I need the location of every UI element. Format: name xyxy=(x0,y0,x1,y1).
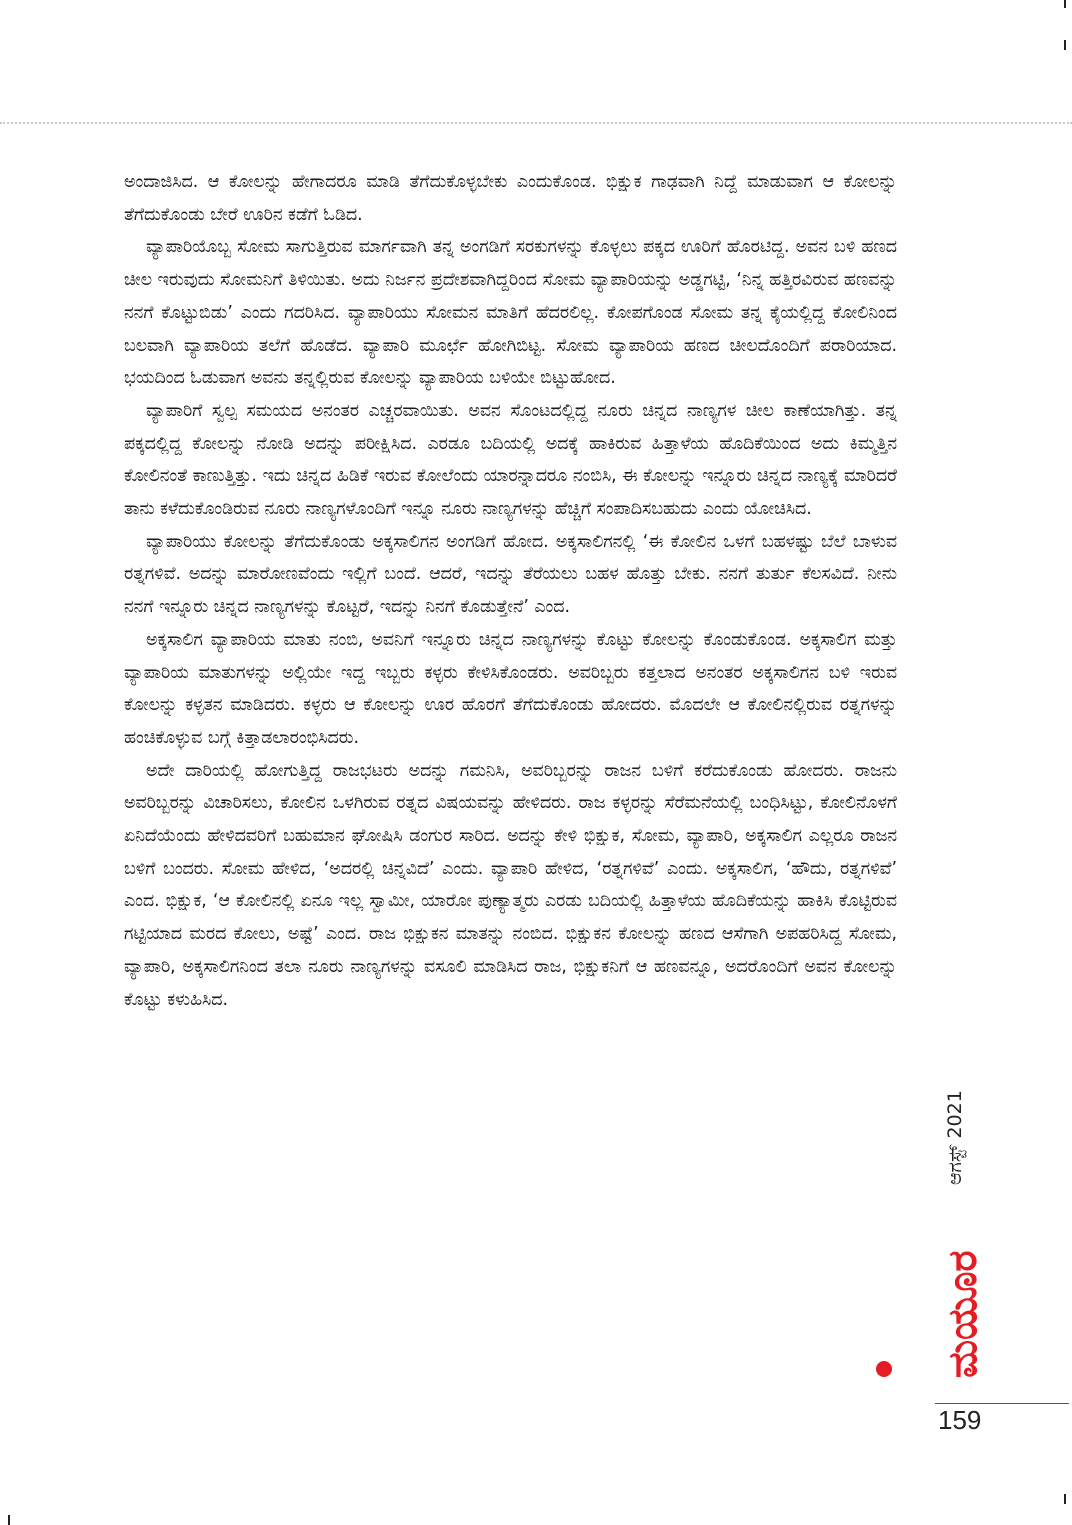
crop-mark xyxy=(8,1515,10,1525)
page-number: 159 xyxy=(938,1405,982,1435)
paragraph: ವ್ಯಾಪಾರಿಯೊಬ್ಬ ಸೋಮ ಸಾಗುತ್ತಿರುವ ಮಾರ್ಗವಾಗಿ ತನ್ನ ಅಂಗಡಿಗೆ ಸರಕುಗಳನ್ನು ಕೊಳ್ಳಲು ಪಕ್ಕದ ಊರಿಗೆ ಹೊರಟಿದ್ದ. ಅವನ ಬಳಿ ಹಣದ ಚೀಲ ಇರುವುದು ಸೋಮನಿಗೆ ತಿಳಿಯಿತು. ಅದು ನಿರ್ಜನ ಪ್ರದೇಶವಾಗಿದ್ದರಿಂದ ಸೋಮ ವ್ಯಾಪಾರಿಯನ್ನು ಅಡ್ಡಗಟ್ಟಿ, ‘ನಿನ್ನ ಹತ್ತಿರವಿರುವ ಹಣವನ್ನು ನನಗೆ ಕೊಟ್ಟುಬಿಡು’ ಎಂದು ಗದರಿಸಿದ. ವ್ಯಾಪಾರಿಯು ಸೋಮನ ಮಾತಿಗೆ ಹೆದರಲಿಲ್ಲ. ಕೋಪಗೊಂಡ ಸೋಮ ತನ್ನ ಕೈಯಲ್ಲಿದ್ದ ಕೋಲಿನಿಂದ ಬಲವಾಗಿ ವ್ಯಾಪಾರಿಯ ತಲೆಗೆ ಹೊಡೆದ. ವ್ಯಾಪಾರಿ ಮೂರ್ಛೆ ಹೋಗಿಬಿಟ್ಟ. ಸೋಮ ವ್ಯಾಪಾರಿಯ ಹಣದ ಚೀಲದೊಂದಿಗೆ ಪರಾರಿಯಾದ. ಭಯದಿಂದ ಓಡುವಾಗ ಅವನು ತನ್ನಲ್ಲಿರುವ ಕೋಲನ್ನು ವ್ಯಾಪಾರಿಯ ಬಳಿಯೇ ಬಿಟ್ಟುಹೋದ. xyxy=(124,237,897,389)
crop-mark xyxy=(1064,40,1066,50)
issue-date: ಆಗಸ್ಟ್ 2021 xyxy=(944,1090,966,1185)
crop-mark xyxy=(1064,1494,1066,1504)
paragraph: ವ್ಯಾಪಾರಿಗೆ ಸ್ವಲ್ಪ ಸಮಯದ ಅನಂತರ ಎಚ್ಚರವಾಯಿತು. ಅವನ ಸೊಂಟದಲ್ಲಿದ್ದ ನೂರು ಚಿನ್ನದ ನಾಣ್ಯಗಳ ಚೀಲ ಕಾಣೆಯಾಗಿತ್ತು. ತನ್ನ ಪಕ್ಕದಲ್ಲಿದ್ದ ಕೋಲನ್ನು ನೋಡಿ ಅದನ್ನು ಪರೀಕ್ಷಿಸಿದ. ಎರಡೂ ಬದಿಯಲ್ಲಿ ಅದಕ್ಕೆ ಹಾಕಿರುವ ಹಿತ್ತಾಳೆಯ ಹೊದಿಕೆಯಿಂದ ಅದು ಕಿಮ್ಮತ್ತಿನ ಕೋಲಿನಂತೆ ಕಾಣುತ್ತಿತ್ತು. ಇದು ಚಿನ್ನದ ಹಿಡಿಕೆ ಇರುವ ಕೋಲೆಂದು ಯಾರನ್ನಾದರೂ ನಂಬಿಸಿ, ಈ ಕೋಲನ್ನು ಇನ್ನೂರು ಚಿನ್ನದ ನಾಣ್ಯಕ್ಕೆ ಮಾರಿದರೆ ತಾನು ಕಳೆದುಕೊಂಡಿರುವ ನೂರು ನಾಣ್ಯಗಳೊಂದಿಗೆ ಇನ್ನೂ ನೂರು ನಾಣ್ಯಗಳನ್ನು ಹೆಚ್ಚಿಗೆ ಸಂಪಾದಿಸಬಹುದು ಎಂದು ಯೋಚಿಸಿದ. xyxy=(124,400,897,520)
crop-mark xyxy=(1064,0,1066,8)
paragraph: ಅಂದಾಜಿಸಿದ. ಆ ಕೋಲನ್ನು ಹೇಗಾದರೂ ಮಾಡಿ ತೆಗೆದುಕೊಳ್ಳಬೇಕು ಎಂದುಕೊಂಡ. ಭಿಕ್ಷುಕ ಗಾಢವಾಗಿ ನಿದ್ದೆ ಮಾಡುವಾಗ ಆ ಕೋಲನ್ನು ತೆಗೆದುಕೊಂಡು ಬೇರೆ ಊರಿನ ಕಡೆಗೆ ಓಡಿದ. xyxy=(124,172,897,225)
end-mark-dot xyxy=(876,1361,892,1377)
header-dotted-rule xyxy=(0,122,1072,124)
paragraph: ಅಕ್ಕಸಾಲಿಗ ವ್ಯಾಪಾರಿಯ ಮಾತು ನಂಬಿ, ಅವನಿಗೆ ಇನ್ನೂರು ಚಿನ್ನದ ನಾಣ್ಯಗಳನ್ನು ಕೊಟ್ಟು ಕೋಲನ್ನು ಕೊಂಡುಕೊಂಡ. ಅಕ್ಕಸಾಲಿಗ ಮತ್ತು ವ್ಯಾಪಾರಿಯ ಮಾತುಗಳನ್ನು ಅಲ್ಲಿಯೇ ಇದ್ದ ಇಬ್ಬರು ಕಳ್ಳರು ಕೇಳಿಸಿಕೊಂಡರು. ಅವರಿಬ್ಬರು ಕತ್ತಲಾದ ಅನಂತರ ಅಕ್ಕಸಾಲಿಗನ ಬಳಿ ಇರುವ ಕೋಲನ್ನು ಕಳ್ಳತನ ಮಾಡಿದರು. ಕಳ್ಳರು ಆ ಕೋಲನ್ನು ಊರ ಹೊರಗೆ ತೆಗೆದುಕೊಂಡು ಹೋದರು. ಮೊದಲೇ ಆ ಕೋಲಿನಲ್ಲಿರುವ ರತ್ನಗಳನ್ನು ಹಂಚಿಕೊಳ್ಳುವ ಬಗ್ಗೆ ಕಿತ್ತಾಡಲಾರಂಭಿಸಿದರು. xyxy=(124,629,897,748)
magazine-logo: ಮಯೂರ xyxy=(940,1250,986,1378)
paragraph: ಅದೇ ದಾರಿಯಲ್ಲಿ ಹೋಗುತ್ತಿದ್ದ ರಾಜಭಟರು ಅದನ್ನು ಗಮನಿಸಿ, ಅವರಿಬ್ಬರನ್ನು ರಾಜನ ಬಳಿಗೆ ಕರೆದುಕೊಂಡು ಹೋದರು. ರಾಜನು ಅವರಿಬ್ಬರನ್ನು ವಿಚಾರಿಸಲು, ಕೋಲಿನ ಒಳಗಿರುವ ರತ್ನದ ವಿಷಯವನ್ನು ಹೇಳಿದರು. ರಾಜ ಕಳ್ಳರನ್ನು ಸೆರೆಮನೆಯಲ್ಲಿ ಬಂಧಿಸಿಟ್ಟು, ಕೋಲಿನೊಳಗೆ ಏನಿದೆಯೆಂದು ಹೇಳಿದವರಿಗೆ ಬಹುಮಾನ ಘೋಷಿಸಿ ಡಂಗುರ ಸಾರಿದ. ಅದನ್ನು ಕೇಳಿ ಭಿಕ್ಷುಕ, ಸೋಮ, ವ್ಯಾಪಾರಿ, ಅಕ್ಕಸಾಲಿಗ ಎಲ್ಲರೂ ರಾಜನ ಬಳಿಗೆ ಬಂದರು. ಸೋಮ ಹೇಳಿದ, ‘ಅದರಲ್ಲಿ ಚಿನ್ನವಿದೆ’ ಎಂದು. ವ್ಯಾಪಾರಿ ಹೇಳಿದ, ‘ರತ್ನಗಳಿವೆ’ ಎಂದು. ಅಕ್ಕಸಾಲಿಗ, ‘ಹೌದು, ರತ್ನಗಳಿವೆ’ ಎಂದ. ಭಿಕ್ಷುಕ, ‘ಆ ಕೋಲಿನಲ್ಲಿ ಏನೂ ಇಲ್ಲ ಸ್ವಾಮೀ, ಯಾರೋ ಪುಣ್ಯಾತ್ಮರು ಎರಡು ಬದಿಯಲ್ಲಿ ಹಿತ್ತಾಳೆಯ ಹೊದಿಕೆಯನ್ನು ಹಾಕಿಸಿ ಕೊಟ್ಟಿರುವ ಗಟ್ಟಿಯಾದ ಮರದ ಕೋಲು, ಅಷ್ಟೆ’ ಎಂದ. ರಾಜ ಭಿಕ್ಷುಕನ ಮಾತನ್ನು ನಂಬಿದ. ಭಿಕ್ಷುಕನ ಕೋಲನ್ನು ಹಣದ ಆಸೆಗಾಗಿ ಅಪಹರಿಸಿದ್ದ ಸೋಮ, ವ್ಯಾಪಾರಿ, ಅಕ್ಕಸಾಲಿಗನಿಂದ ತಲಾ ನೂರು ನಾಣ್ಯಗಳನ್ನು ವಸೂಲಿ ಮಾಡಿಸಿದ ರಾಜ, ಭಿಕ್ಷುಕನಿಗೆ ಆ ಹಣವನ್ನೂ, ಅದರೊಂದಿಗೆ ಅವನ ಕೋಲನ್ನು ಕೊಟ್ಟು ಕಳುಹಿಸಿದ. xyxy=(124,760,897,1010)
article-body xyxy=(124,166,897,1016)
paragraph: ವ್ಯಾಪಾರಿಯು ಕೋಲನ್ನು ತೆಗೆದುಕೊಂಡು ಅಕ್ಕಸಾಲಿಗನ ಅಂಗಡಿಗೆ ಹೋದ. ಅಕ್ಕಸಾಲಿಗನಲ್ಲಿ ‘ಈ ಕೋಲಿನ ಒಳಗೆ ಬಹಳಷ್ಟು ಬೆಲೆ ಬಾಳುವ ರತ್ನಗಳಿವೆ. ಅದನ್ನು ಮಾರೋಣವೆಂದು ಇಲ್ಲಿಗೆ ಬಂದೆ. ಆದರೆ, ಇದನ್ನು ತೆರೆಯಲು ಬಹಳ ಹೊತ್ತು ಬೇಕು. ನನಗೆ ತುರ್ತು ಕೆಲಸವಿದೆ. ನೀನು ನನಗೆ ಇನ್ನೂರು ಚಿನ್ನದ ನಾಣ್ಯಗಳನ್ನು ಕೊಟ್ಟರೆ, ಇದನ್ನು ನಿನಗೆ ಕೊಡುತ್ತೇನೆ’ ಎಂದ. xyxy=(124,531,897,618)
folio-rule xyxy=(935,1403,1069,1404)
